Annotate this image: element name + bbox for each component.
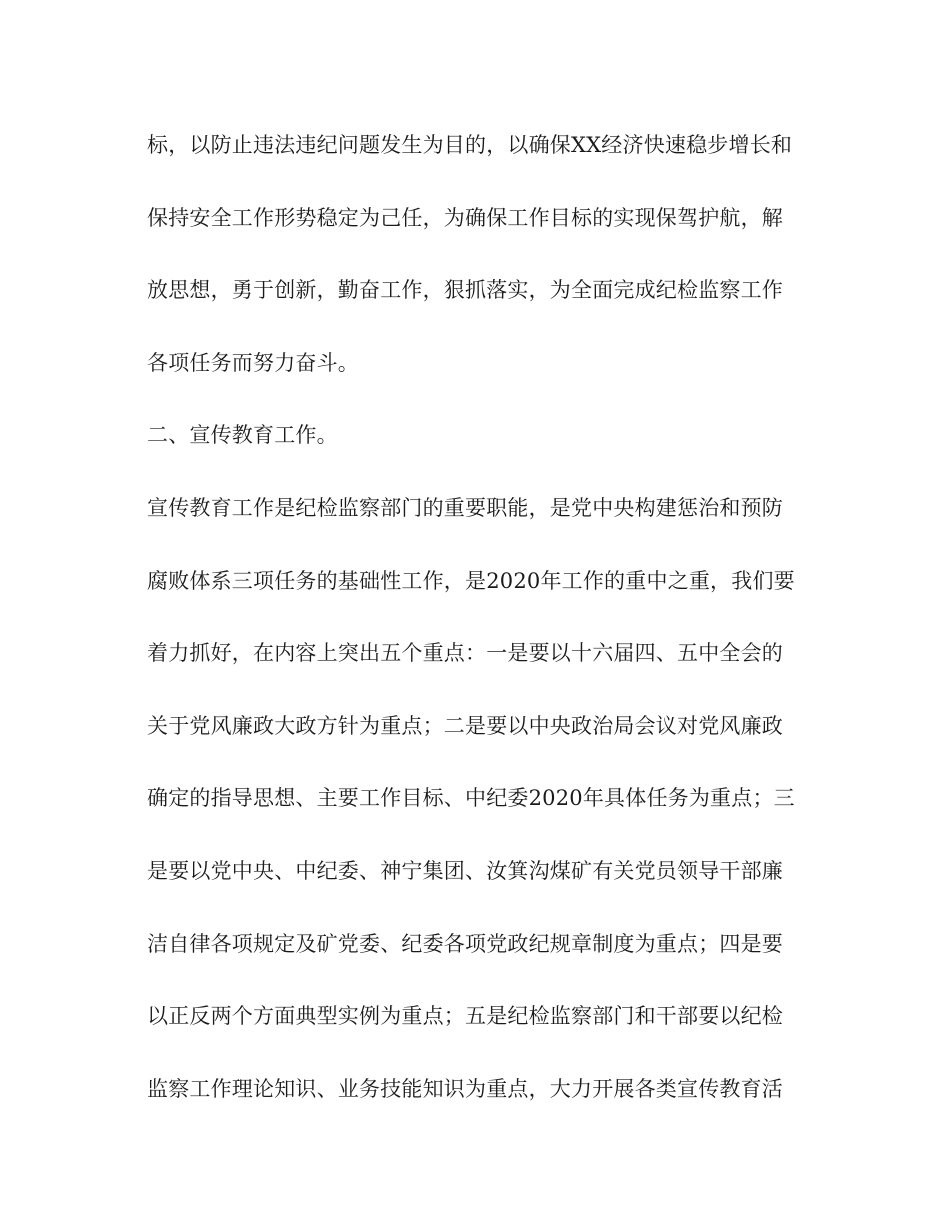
section-heading: 二、宣传教育工作。 bbox=[147, 423, 338, 448]
paragraph-line: 标，以防止违法违纪问题发生为目的，以确保XX经济快速稳步增长和 bbox=[147, 133, 793, 157]
paragraph-line: 监察工作理论知识、业务技能知识为重点，大力开展各类宣传教育活 bbox=[147, 1076, 783, 1101]
paragraph-line: 各项任务而努力奋斗。 bbox=[147, 350, 359, 375]
document-body bbox=[147, 121, 817, 1137]
paragraph-line: 着力抓好，在内容上突出五个重点：一是要以十六届四、五中全会的 bbox=[147, 641, 783, 666]
paragraph-line: 以正反两个方面典型实例为重点；五是纪检监察部门和干部要以纪检 bbox=[147, 1004, 783, 1029]
paragraph-line: 关于党风廉政大政方针为重点；二是要以中央政治局会议对党风廉政 bbox=[147, 713, 783, 738]
paragraph-line: 宣传教育工作是纪检监察部门的重要职能，是党中央构建惩治和预防 bbox=[147, 495, 783, 520]
paragraph-line: 洁自律各项规定及矿党委、纪委各项党政纪规章制度为重点；四是要 bbox=[147, 931, 783, 956]
paragraph-line: 腐败体系三项任务的基础性工作，是2020年工作的重中之重，我们要 bbox=[147, 568, 795, 593]
paragraph-line: 放思想，勇于创新，勤奋工作，狠抓落实，为全面完成纪检监察工作 bbox=[147, 278, 783, 303]
paragraph-line: 保持安全工作形势稳定为己任，为确保工作目标的实现保驾护航，解 bbox=[147, 205, 783, 230]
paragraph-line: 确定的指导思想、主要工作目标、中纪委2020年具体任务为重点；三 bbox=[147, 786, 795, 811]
paragraph-line: 是要以党中央、中纪委、神宁集团、汝箕沟煤矿有关党员领导干部廉 bbox=[147, 858, 783, 883]
